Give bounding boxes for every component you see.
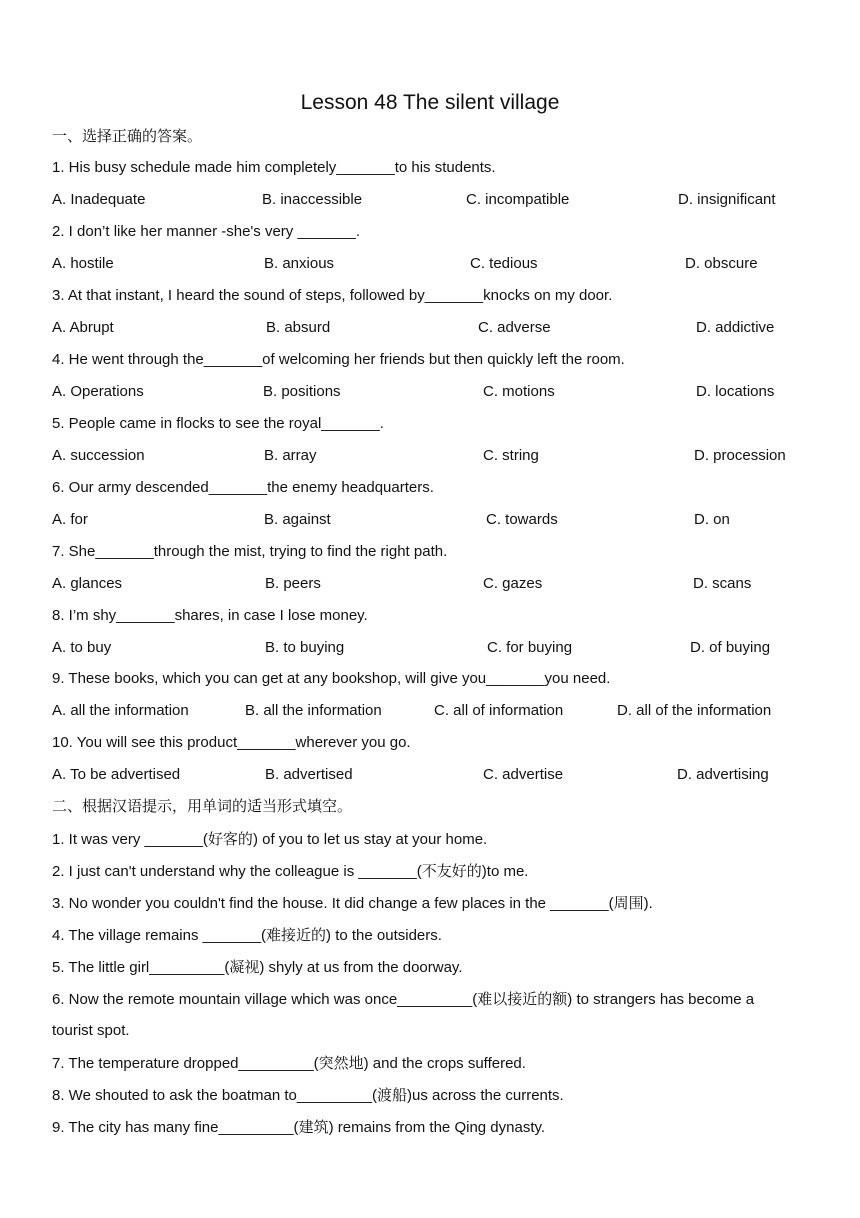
question-7-option-d: D. scans [693,575,752,592]
question-2-option-c: C. tedious [470,255,538,272]
question-7-option-a: A. glances [52,575,123,592]
fill-in-text: )to me. [481,863,529,880]
question-6-option-d: D. on [694,511,730,528]
fill-in-text: 7. The temperature dropped_________( [52,1055,319,1072]
chinese-hint: 建筑 [298,1118,329,1136]
question-8-option-a: A. to buy [52,639,112,656]
fill-in-item-1 [52,829,487,850]
fill-in-text: ) to the outsiders. [326,927,442,944]
question-5-option-c: C. string [483,447,539,464]
fill-in-item-9 [52,1117,545,1138]
chinese-hint: 好客的 [207,830,253,848]
fill-in-text: 5. The little girl_________( [52,959,230,976]
question-8-option-c: C. for buying [487,639,573,656]
question-2-option-d: D. obscure [685,255,758,272]
question-3-option-d: D. addictive [696,319,775,336]
question-10-option-c: C. advertise [483,766,564,783]
question-3-stem: 3. At that instant, I heard the sound of steps, followed by_______knocks on my door. [52,287,613,304]
question-2-stem: 2. I don’t like her manner -she's very _______. [52,223,361,240]
fill-in-text: )us across the currents. [406,1087,564,1104]
fill-in-text: ). [643,895,653,912]
question-5-option-d: D. procession [694,447,786,464]
question-6-option-c: C. towards [486,511,558,528]
fill-in-text: 1. It was very _______( [52,831,208,848]
question-10-option-a: A. To be advertised [52,766,181,783]
chinese-hint: 周围 [613,894,644,912]
fill-in-text: 4. The village remains _______( [52,927,267,944]
question-10-option-d: D. advertising [677,766,769,783]
fill-in-item-8 [52,1085,564,1106]
chinese-hint: 突然地 [318,1054,364,1072]
question-3-option-a: A. Abrupt [52,319,114,336]
fill-in-item-5 [52,957,463,978]
question-5-option-a: A. succession [52,447,145,464]
question-6-option-a: A. for [52,511,88,528]
chinese-hint: 不友好的 [421,862,482,880]
fill-in-text: 2. I just can't understand why the colleague is _______( [52,863,422,880]
question-9-option-c: C. all of information [434,702,564,719]
question-2-option-a: A. hostile [52,255,114,272]
fill-in-text: 9. The city has many fine_________( [52,1119,299,1136]
question-1-stem: 1. His busy schedule made him completely_______to his students. [52,159,496,176]
fill-in-item-2 [52,861,528,882]
fill-in-text: 8. We shouted to ask the boatman to_________( [52,1087,377,1104]
question-3-option-b: B. absurd [266,319,331,336]
section-1-heading: 一、选择正确的答案。 [52,127,203,145]
question-8-option-b: B. to buying [265,639,345,656]
fill-in-item-6 [52,989,754,1010]
fill-in-text: ) to strangers has become a [567,991,755,1008]
chinese-hint: 难接近的 [266,926,327,944]
fill-in-text: ) of you to let us stay at your home. [252,831,488,848]
question-4-option-c: C. motions [483,383,555,400]
question-2-option-b: B. anxious [264,255,335,272]
fill-in-text: 6. Now the remote mountain village which was once_________( [52,991,478,1008]
question-7-option-c: C. gazes [483,575,543,592]
chinese-hint: 难以接近的额 [477,990,568,1008]
fill-in-text: ) shyly at us from the doorway. [259,959,463,976]
question-1-option-a: A. Inadequate [52,191,146,208]
question-4-stem: 4. He went through the_______of welcoming her friends but then quickly left the room. [52,351,625,368]
fill-in-item-7 [52,1053,526,1074]
question-9-stem: 9. These books, which you can get at any bookshop, will give you_______you need. [52,670,611,687]
question-9-option-a: A. all the information [52,702,189,719]
fill-in-text: ) remains from the Qing dynasty. [328,1119,546,1136]
question-5-stem: 5. People came in flocks to see the royal_______. [52,415,384,432]
question-10-option-b: B. advertised [265,766,353,783]
question-3-option-c: C. adverse [478,319,551,336]
question-6-option-b: B. against [264,511,331,528]
question-1-option-b: B. inaccessible [262,191,363,208]
question-4-option-a: A. Operations [52,383,144,400]
fill-in-item-6-continued [52,1021,130,1041]
chinese-hint: 凝视 [229,958,260,976]
fill-in-text: ) and the crops suffered. [363,1055,526,1072]
question-7-option-b: B. peers [265,575,321,592]
question-8-stem: 8. I’m shy_______shares, in case I lose money. [52,607,368,624]
question-1-option-c: C. incompatible [466,191,570,208]
question-6-stem: 6. Our army descended_______the enemy headquarters. [52,479,434,496]
question-5-option-b: B. array [264,447,317,464]
fill-in-text: 3. No wonder you couldn't find the house. It did change a few places in the _______( [52,895,614,912]
fill-in-item-3 [52,893,653,914]
question-10-stem: 10. You will see this product_______wherever you go. [52,734,411,751]
fill-in-text: tourist spot. [52,1022,130,1039]
question-7-stem: 7. She_______through the mist, trying to find the right path. [52,543,448,560]
fill-in-item-4 [52,925,442,946]
section-2-heading: 二、根据汉语提示，用单词的适当形式填空。 [52,797,353,815]
chinese-hint: 渡船 [376,1086,407,1104]
question-9-option-d: D. all of the information [617,702,772,719]
question-8-option-d: D. of buying [690,639,771,656]
question-9-option-b: B. all the information [245,702,382,719]
question-1-option-d: D. insignificant [678,191,776,208]
question-4-option-b: B. positions [263,383,341,400]
page-title: Lesson 48 The silent village [300,91,560,114]
question-4-option-d: D. locations [696,383,775,400]
